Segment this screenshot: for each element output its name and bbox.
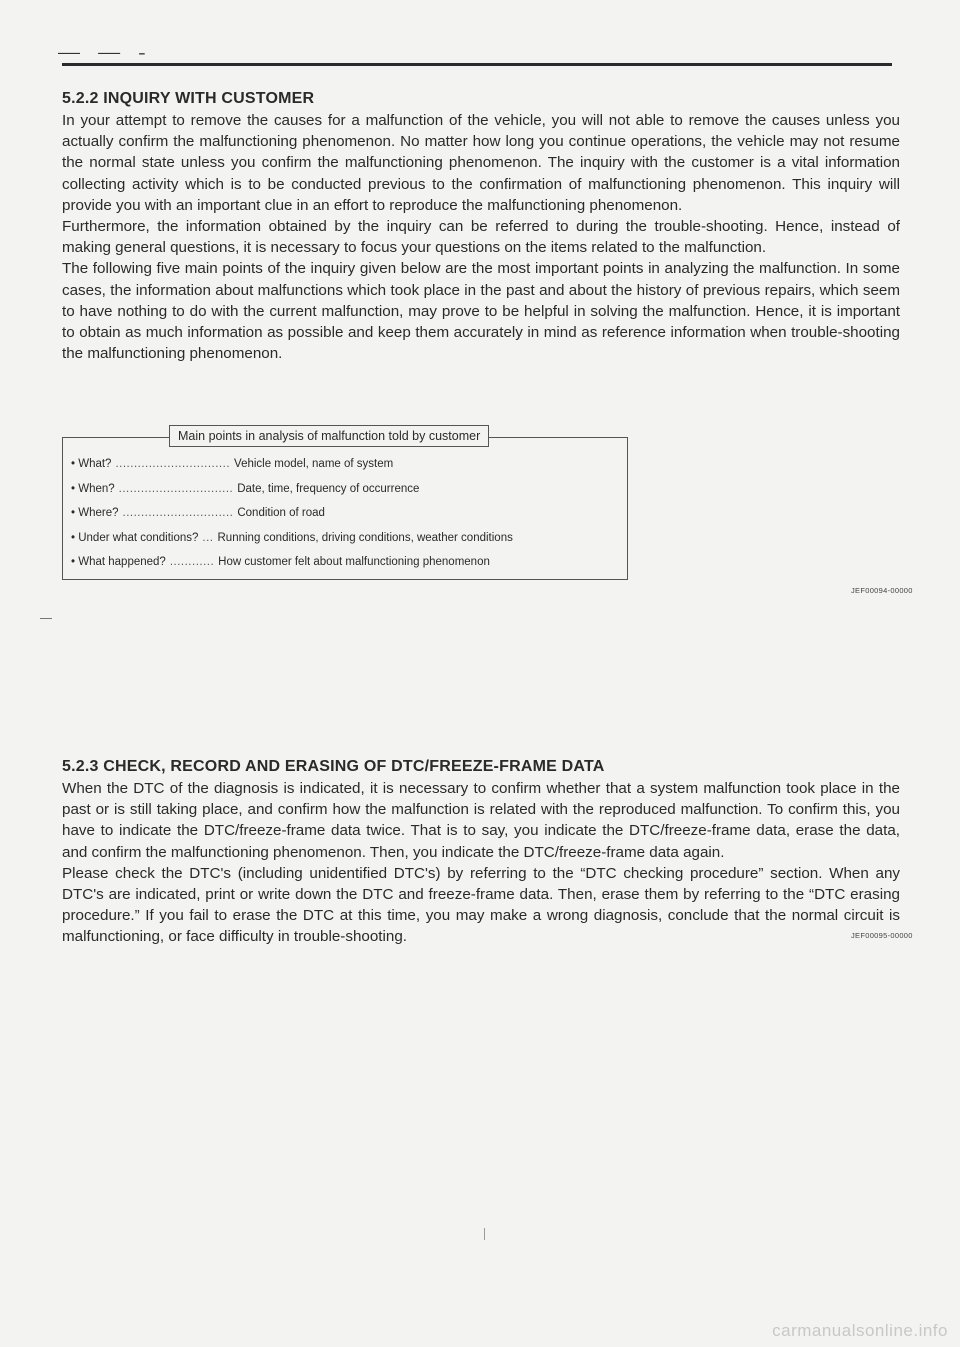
question-label: • Where? (71, 507, 119, 519)
question-label: • When? (71, 482, 115, 495)
answer-text: How customer felt about malfunctioning phenomenon (218, 556, 490, 568)
list-item (71, 458, 513, 483)
main-points-list (71, 458, 513, 581)
answer-text: Running conditions, driving conditions, weather conditions (217, 531, 513, 544)
paragraph: In your attempt to remove the causes for a malfunction of the vehicle, you will not able to remove the causes unless you actually confirm the malfunctioning phenomenon. No matter how long you continue operations, the vehicle may not resume the normal state unless you confirm the malfunctioning phenomenon. The inquiry with the customer is a vital information collecting activity which is to be conducted previous to the confirmation of malfunctioning phenomenon. This inquiry will provide you with an important clue in an effort to reproduce the malfunctioning phenomenon. (62, 112, 900, 214)
paragraph: When the DTC of the diagnosis is indicated, it is necessary to confirm whether that a system malfunction took place in the past or is still taking place, and confirm how the malfunction is related with the reproduced malfunction. To confirm this, you have to indicate the DTC/freeze-frame data twice. That is to say, you indicate the DTC/freeze-frame data, erase the data, and confirm the malfunctioning phenomenon. Then, you indicate the DTC/freeze-frame data again. (62, 780, 900, 861)
watermark: carmanualsonline.info (772, 1321, 948, 1340)
answer-text: Vehicle model, name of system (234, 458, 394, 470)
main-points-box (62, 429, 628, 580)
question-label: • What happened? (71, 556, 166, 568)
margin-mark (40, 618, 52, 619)
figure-code: JEF00094-00000 (851, 586, 913, 595)
paragraph: Please check the DTC's (including unidentified DTC's) by referring to the “DTC checking procedure” section. When any DTC's are indicated, print or write down the DTC and freeze-frame data. Then, erase them by referring to the “DTC erasing procedure.” If you fail to erase the DTC at this time, you may make a wrong diagnosis, conclude that the normal circuit is malfunctioning, or face difficulty in trouble-shooting. (62, 864, 900, 946)
paragraph: Furthermore, the information obtained by the inquiry can be referred to during the trouble-shooting. Hence, instead of making general questions, it is necessary to focus your questions on the items related to the malfunction. (62, 218, 900, 257)
list-item (71, 483, 513, 508)
paragraph: The following five main points of the inquiry given below are the most important points in analyzing the malfunction. In some cases, the information about malfunctions which took place in the past and about the history of previous repairs, which seem to have nothing to do with the current malfunction, may prove to be helpful in solving the malfunction. Hence, it is important to obtain as much information as possible and keep them accurately in mind as reference information when trouble-shooting the malfunctioning phenomenon. (62, 260, 900, 363)
page-number-mark: — — - (58, 46, 152, 59)
leader-dots: .............................. (122, 507, 234, 519)
answer-text: Condition of road (237, 507, 325, 519)
leader-dots: ............ (169, 556, 215, 568)
section-code: JEF00095-00000 (851, 931, 913, 940)
section-dtc-freeze-frame (62, 758, 900, 948)
list-item (71, 532, 513, 557)
leader-dots: ... (202, 531, 214, 544)
page-tick-mark (484, 1228, 485, 1240)
section-heading: 5.2.3 CHECK, RECORD AND ERASING OF DTC/FREEZE-FRAME DATA (62, 758, 605, 775)
section-inquiry-with-customer (62, 90, 900, 364)
leader-dots: ............................... (118, 482, 234, 495)
header-rule (62, 63, 892, 66)
box-title: Main points in analysis of malfunction told by customer (169, 425, 489, 447)
question-label: • What? (71, 458, 112, 470)
list-item (71, 507, 513, 532)
list-item (71, 556, 513, 581)
section-heading: 5.2.2 INQUIRY WITH CUSTOMER (62, 90, 315, 107)
answer-text: Date, time, frequency of occurrence (237, 482, 420, 495)
leader-dots: ............................... (115, 458, 231, 470)
question-label: • Under what conditions? (71, 531, 199, 544)
